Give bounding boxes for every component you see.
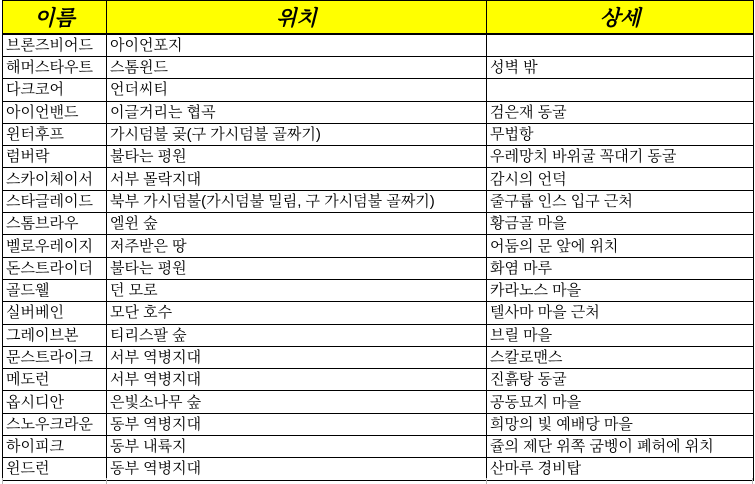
cell-detail[interactable]: 희망의 빛 예배당 마을	[487, 413, 754, 435]
gridline-below-left	[2, 478, 3, 484]
gridline-below-right	[752, 478, 753, 484]
table-row	[3, 346, 754, 368]
cell-location[interactable]: 동부 역병지대	[107, 413, 487, 435]
cell-detail[interactable]: 카라노스 마을	[487, 279, 754, 301]
table-row	[3, 34, 754, 57]
cell-name[interactable]: 그레이브본	[3, 324, 107, 346]
table-row	[3, 101, 754, 123]
cell-location[interactable]: 스톰윈드	[107, 57, 487, 79]
cell-location[interactable]: 티리스팔 숲	[107, 324, 487, 346]
cell-name[interactable]: 옵시디안	[3, 391, 107, 413]
header-row	[3, 1, 754, 35]
table-row	[3, 302, 754, 324]
table-row	[3, 391, 754, 413]
cell-detail[interactable]: 성벽 밖	[487, 57, 754, 79]
cell-detail[interactable]	[487, 34, 754, 57]
cell-name[interactable]: 골드웰	[3, 279, 107, 301]
cell-detail[interactable]: 진흙탕 동굴	[487, 369, 754, 391]
cell-name[interactable]: 윈드런	[3, 458, 107, 480]
cell-name[interactable]: 문스트라이크	[3, 346, 107, 368]
cell-detail[interactable]: 브릴 마을	[487, 324, 754, 346]
cell-name[interactable]: 브론즈비어드	[3, 34, 107, 57]
cell-name[interactable]: 벨로우레이지	[3, 235, 107, 257]
cell-location[interactable]: 저주받은 땅	[107, 235, 487, 257]
table-row	[3, 213, 754, 235]
cell-detail[interactable]: 우레망치 바위굴 꼭대기 동굴	[487, 146, 754, 168]
table-row	[3, 79, 754, 101]
gridline-below-col1	[106, 478, 107, 484]
cell-location[interactable]: 서부 역병지대	[107, 346, 487, 368]
table-row	[3, 257, 754, 279]
cell-name[interactable]: 다크코어	[3, 79, 107, 101]
table-row	[3, 123, 754, 145]
table-row	[3, 146, 754, 168]
table-row	[3, 279, 754, 301]
cell-detail[interactable]: 어둠의 문 앞에 위치	[487, 235, 754, 257]
cell-detail[interactable]: 쥴의 제단 위쪽 굼벵이 폐허에 위치	[487, 436, 754, 458]
cell-location[interactable]: 서부 몰락지대	[107, 168, 487, 190]
cell-location[interactable]: 서부 역병지대	[107, 369, 487, 391]
table-row	[3, 190, 754, 212]
cell-name[interactable]: 스톰브라우	[3, 213, 107, 235]
cell-location[interactable]: 동부 내륙지	[107, 436, 487, 458]
table-row	[3, 235, 754, 257]
table-body	[3, 34, 754, 480]
header-cell-detail[interactable]: 상세	[487, 1, 754, 35]
header-cell-name[interactable]: 이름	[3, 1, 107, 35]
cell-detail[interactable]: 감시의 언덕	[487, 168, 754, 190]
cell-name[interactable]: 윈터후프	[3, 123, 107, 145]
header-cell-location[interactable]: 위치	[107, 1, 487, 35]
cell-location[interactable]: 이글거리는 협곡	[107, 101, 487, 123]
cell-detail[interactable]: 검은재 동굴	[487, 101, 754, 123]
cell-name[interactable]: 스노우크라운	[3, 413, 107, 435]
table-row	[3, 168, 754, 190]
cell-name[interactable]: 아이언밴드	[3, 101, 107, 123]
cell-location[interactable]: 가시덤불 곶(구 가시덤불 골짜기)	[107, 123, 487, 145]
table-row	[3, 324, 754, 346]
cell-location[interactable]: 동부 역병지대	[107, 458, 487, 480]
gridline-below-col2	[486, 478, 487, 484]
data-table	[2, 0, 754, 481]
cell-name[interactable]: 메도런	[3, 369, 107, 391]
cell-location[interactable]: 아이언포지	[107, 34, 487, 57]
cell-detail[interactable]: 스칼로맨스	[487, 346, 754, 368]
cell-detail[interactable]: 무법항	[487, 123, 754, 145]
cell-name[interactable]: 럼버락	[3, 146, 107, 168]
cell-location[interactable]: 모단 호수	[107, 302, 487, 324]
cell-location[interactable]: 불타는 평원	[107, 257, 487, 279]
cell-detail[interactable]: 화염 마루	[487, 257, 754, 279]
cell-location[interactable]: 엘윈 숲	[107, 213, 487, 235]
cell-detail[interactable]	[487, 79, 754, 101]
cell-location[interactable]: 은빛소나무 숲	[107, 391, 487, 413]
table-row	[3, 413, 754, 435]
cell-name[interactable]: 실버베인	[3, 302, 107, 324]
cell-detail[interactable]: 산마루 경비탑	[487, 458, 754, 480]
table-row	[3, 436, 754, 458]
table-row	[3, 458, 754, 480]
table-row	[3, 57, 754, 79]
cell-name[interactable]: 스타글레이드	[3, 190, 107, 212]
cell-name[interactable]: 스카이체이서	[3, 168, 107, 190]
cell-location[interactable]: 북부 가시덤불(가시덤불 밀림, 구 가시덤불 골짜기)	[107, 190, 487, 212]
table-row	[3, 369, 754, 391]
cell-detail[interactable]: 줄구룹 인스 입구 근처	[487, 190, 754, 212]
cell-detail[interactable]: 텔사마 마을 근처	[487, 302, 754, 324]
cell-detail[interactable]: 황금골 마을	[487, 213, 754, 235]
cell-detail[interactable]: 공동묘지 마을	[487, 391, 754, 413]
cell-name[interactable]: 해머스타우트	[3, 57, 107, 79]
cell-name[interactable]: 하이피크	[3, 436, 107, 458]
cell-location[interactable]: 불타는 평원	[107, 146, 487, 168]
cell-name[interactable]: 돈스트라이더	[3, 257, 107, 279]
cell-location[interactable]: 언더씨티	[107, 79, 487, 101]
cell-location[interactable]: 던 모로	[107, 279, 487, 301]
